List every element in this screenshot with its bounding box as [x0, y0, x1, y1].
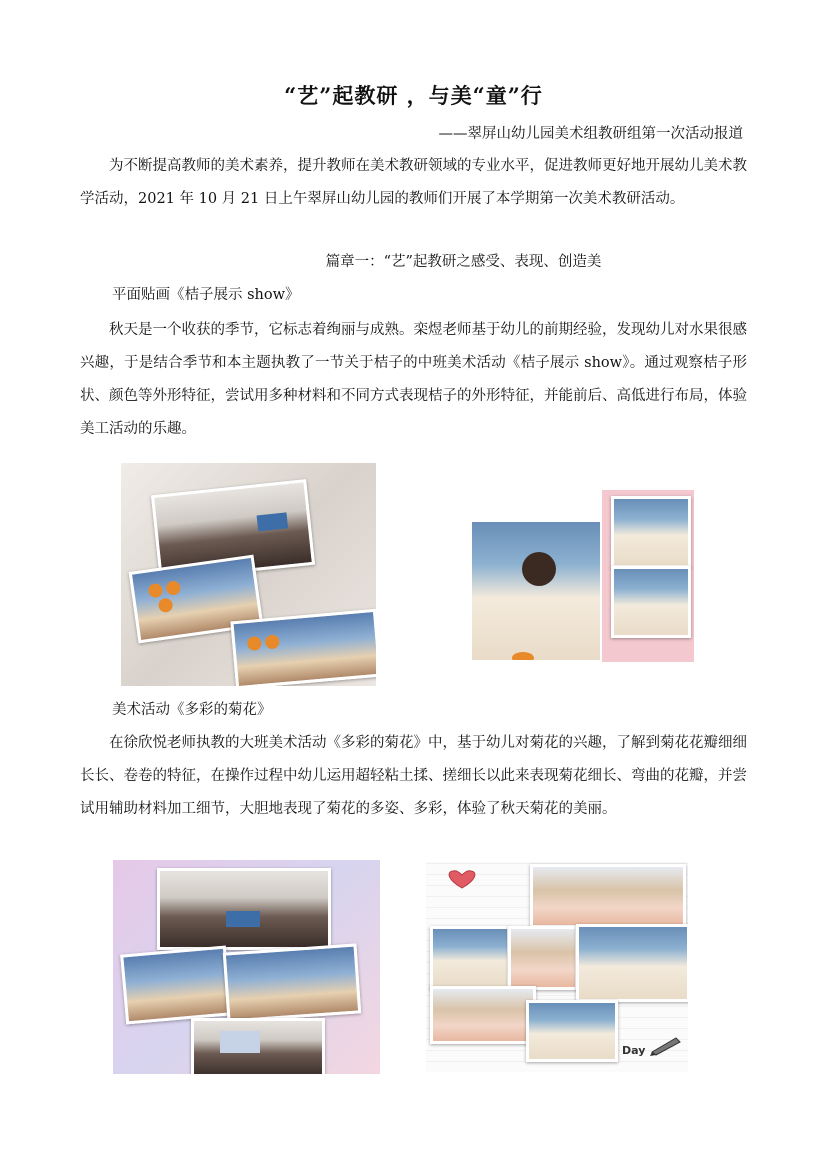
collage-chrysanthemum-class [113, 860, 380, 1074]
article-subtitle: ——翠屏山幼儿园美术组教研组第一次活动报道 [438, 126, 743, 142]
photo-teacher-with-child [120, 946, 232, 1025]
heart-icon [444, 868, 480, 890]
section1-paragraph: 秋天是一个收获的季节，它标志着绚丽与成熟。栾煜老师基于幼儿的前期经验，发现幼儿对水果很感兴趣，于是结合季节和本主题执教了一节关于桔子的中班美术活动《桔子展示 show》。通过观察桔子形状、颜色等外形特征，尝试用多种材料和不同方式表现桔子的外形特征，并能前后、高低进行布局，体验美工活动的乐趣。 [80, 322, 747, 437]
intro-paragraph: 为不断提高教师的美术素养，提升教师在美术教研领域的专业水平，促进教师更好地开展幼儿美术教学活动，2021 年 10 月 21 日上午翠屏山幼儿园的教师们开展了本学期第一次美术教研活动。 [80, 158, 747, 207]
day-label: Day [622, 1044, 646, 1057]
photo-boy-closeup [526, 1000, 618, 1062]
photo-boy-holding-orange-2 [611, 566, 691, 638]
photo-flower-screen [191, 1018, 325, 1074]
photo-children-row [508, 926, 578, 990]
photo-boy-holding-orange-1 [611, 496, 691, 568]
photo-children-orange-board [230, 609, 376, 686]
collage-orange-children [472, 490, 694, 662]
photo-child-making-orange [472, 522, 600, 660]
photo-teacher-at-screen [223, 943, 362, 1022]
photo-girl-working [576, 924, 688, 1002]
collage-orange-class [121, 463, 376, 686]
pencil-icon [648, 1034, 684, 1056]
section2-heading: 美术活动《多彩的菊花》 [112, 702, 272, 718]
article-title: “艺”起教研 ，与美“童”行 [284, 83, 543, 108]
photo-boy-working [430, 926, 510, 990]
photo-hall-lecture [157, 868, 331, 950]
collage-chrysanthemum-children [426, 862, 688, 1072]
photo-children-table-group [530, 864, 686, 928]
section1-heading: 平面贴画《桔子展示 show》 [112, 287, 300, 303]
chapter-title: 篇章一：“艺”起教研之感受、表现、创造美 [325, 254, 602, 270]
section2-paragraph: 在徐欣悦老师执教的大班美术活动《多彩的菊花》中，基于幼儿对菊花的兴趣，了解到菊花花瓣细细长长、卷卷的特征，在操作过程中幼儿运用超轻粘土揉、搓细长以此来表现菊花细长、弯曲的花瓣，并尝试用辅助材料加工细节，大胆地表现了菊花的多姿、多彩，体验了秋天菊花的美丽。 [80, 735, 747, 817]
photo-pink-artwork [430, 986, 536, 1044]
